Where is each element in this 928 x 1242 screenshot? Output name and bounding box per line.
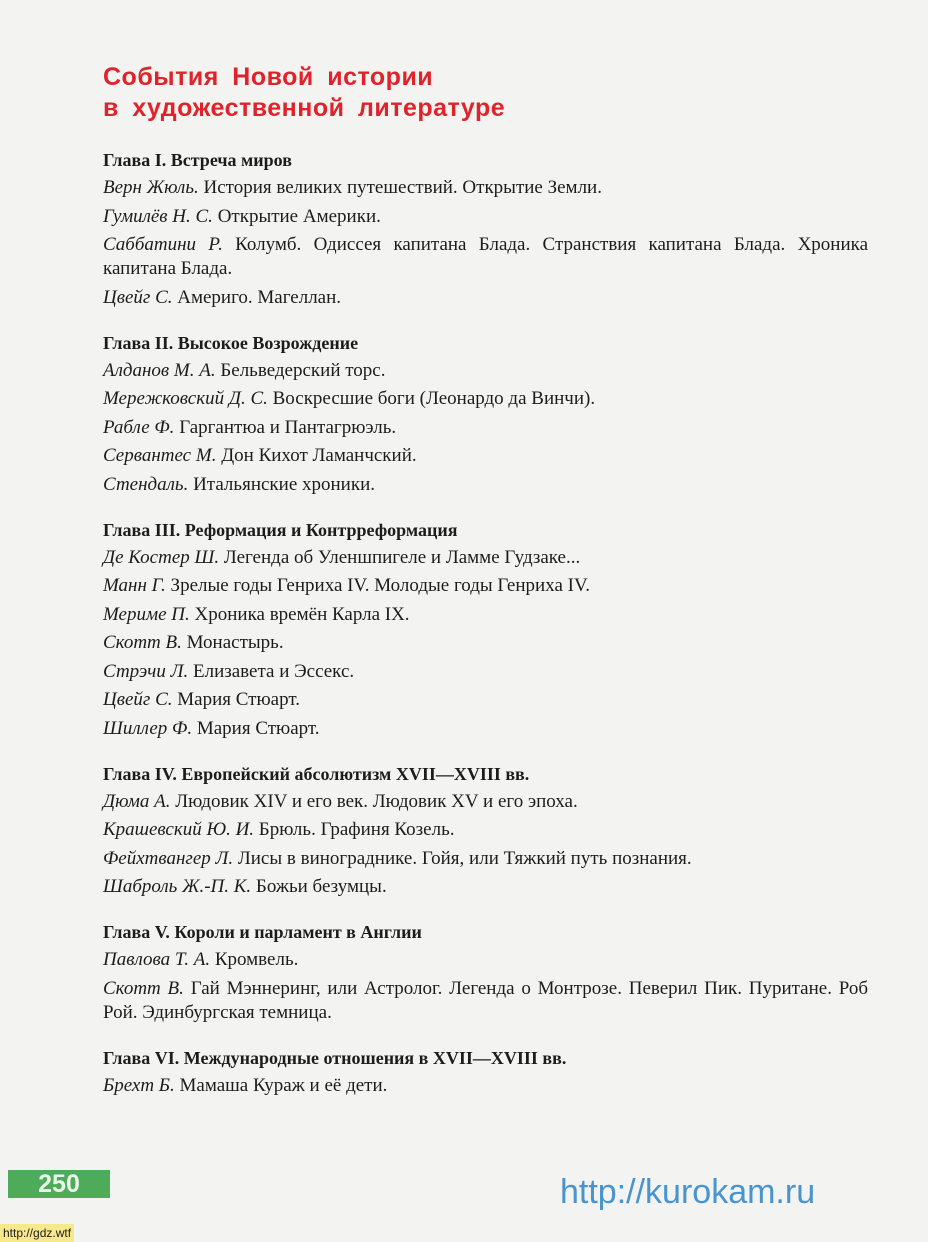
- entry-author: Дюма А.: [103, 790, 171, 812]
- entry-works: Гаргантюа и Пантагрюэль.: [174, 416, 397, 438]
- entry-author: Саббатини Р.: [103, 234, 223, 255]
- entry-author: Скотт В.: [103, 632, 182, 653]
- literature-entry: [103, 603, 868, 627]
- entry-author: Павлова Т. А.: [103, 949, 211, 970]
- entry-author: Цвейг С.: [103, 689, 173, 710]
- entry-works: Итальянские хроники.: [188, 473, 375, 495]
- entry-works: Колумб. Одиссея капитана Блада. Странствия капитана Блада. Хроника капитана Блада.: [103, 234, 869, 279]
- entry-works: Открытие Америки.: [212, 205, 381, 227]
- entry-author: Верн Жюль.: [103, 177, 199, 198]
- literature-list: [103, 149, 868, 1102]
- entry-author: Манн Г.: [103, 575, 166, 596]
- entry-author: Крашевский Ю. И.: [103, 819, 255, 840]
- literature-entry: [103, 176, 868, 200]
- literature-entry: [103, 660, 868, 684]
- entry-works: Монастырь.: [181, 632, 284, 653]
- entry-works: История великих путешествий. Открытие Земли.: [198, 177, 602, 198]
- literature-entry: [103, 205, 868, 229]
- literature-entry: [103, 631, 868, 655]
- literature-entry: [103, 546, 868, 570]
- literature-entry: [103, 359, 868, 383]
- literature-entry: [103, 387, 868, 411]
- entry-works: Гай Мэннеринг, или Астролог. Легенда о Монтрозе. Певерил Пик. Пуритане. Роб Рой. Эдинбургская темница.: [103, 977, 868, 1023]
- chapter-heading: Глава II. Высокое Возрождение: [103, 332, 359, 353]
- entry-works: Брюль. Графиня Козель.: [254, 819, 455, 840]
- entry-works: Воскресшие боги (Леонардо да Винчи).: [267, 388, 596, 409]
- literature-entry: [103, 1074, 868, 1098]
- entry-works: Елизавета и Эссекс.: [188, 660, 355, 682]
- watermark: http://kurokam.ru: [560, 1173, 816, 1211]
- literature-entry: [103, 977, 868, 1025]
- entry-works: Кромвель.: [210, 949, 299, 970]
- entry-author: Сервантес М.: [103, 445, 217, 466]
- literature-entry: [103, 875, 868, 899]
- literature-entry: [103, 717, 868, 741]
- entry-author: Скотт В.: [103, 977, 184, 999]
- entry-author: Мережковский Д. С.: [103, 388, 268, 409]
- entry-author: Де Костер Ш.: [103, 546, 220, 568]
- entry-works: Зрелые годы Генриха IV. Молодые годы Генриха IV.: [165, 575, 590, 596]
- entry-author: Алданов М. А.: [103, 359, 216, 381]
- page-title-line-1: События Новой истории: [103, 63, 434, 91]
- literature-entry: [103, 233, 868, 281]
- literature-entry: [103, 847, 868, 871]
- entry-author: Шаброль Ж.-П. К.: [103, 876, 252, 897]
- literature-entry: [103, 948, 868, 972]
- entry-author: Фейхтвангер Л.: [103, 847, 234, 869]
- entry-works: Бельведерский торс.: [215, 359, 386, 381]
- literature-entry: [103, 473, 868, 497]
- entry-author: Брехт Б.: [103, 1074, 175, 1096]
- entry-works: Божьи безумцы.: [251, 876, 387, 897]
- entry-author: Стендаль.: [103, 473, 189, 495]
- literature-entry: [103, 790, 868, 814]
- literature-entry: [103, 444, 868, 468]
- entry-works: Хроника времён Карла IX.: [189, 603, 410, 625]
- literature-entry: [103, 818, 868, 842]
- chapter-heading: Глава IV. Европейский абсолютизм XVII—XVIII вв.: [103, 763, 530, 784]
- entry-author: Стрэчи Л.: [103, 660, 189, 682]
- entry-works: Дон Кихот Ламанчский.: [216, 445, 417, 466]
- chapter-heading: Глава I. Встреча миров: [103, 150, 292, 170]
- page-number: 250: [8, 1170, 110, 1198]
- entry-works: Мария Стюарт.: [172, 689, 300, 710]
- entry-author: Цвейг С.: [103, 286, 173, 308]
- chapter-heading: Глава VI. Международные отношения в XVII—XVIII вв.: [103, 1047, 567, 1068]
- entry-works: Лисы в винограднике. Гойя, или Тяжкий путь познания.: [233, 847, 692, 869]
- literature-entry: [103, 416, 868, 440]
- entry-author: Шиллер Ф.: [103, 717, 193, 739]
- chapter-heading: Глава V. Короли и парламент в Англии: [103, 922, 422, 942]
- entry-author: Мериме П.: [103, 603, 190, 625]
- literature-entry: [103, 286, 868, 310]
- entry-works: Мамаша Кураж и её дети.: [174, 1074, 388, 1096]
- chapter-heading: Глава III. Реформация и Контрреформация: [103, 519, 458, 540]
- entry-author: Рабле Ф.: [103, 416, 175, 438]
- entry-works: Людовик XIV и его век. Людовик XV и его эпоха.: [170, 790, 578, 812]
- entry-works: Легенда об Уленшпигеле и Ламме Гудзаке...: [219, 546, 581, 568]
- entry-author: Гумилёв Н. С.: [103, 205, 213, 227]
- source-link[interactable]: http://gdz.wtf: [0, 1224, 74, 1242]
- literature-entry: [103, 688, 868, 712]
- page-title-line-2: в художественной литературе: [103, 94, 506, 122]
- literature-entry: [103, 574, 868, 598]
- entry-works: Америго. Магеллан.: [172, 286, 342, 308]
- entry-works: Мария Стюарт.: [192, 717, 320, 739]
